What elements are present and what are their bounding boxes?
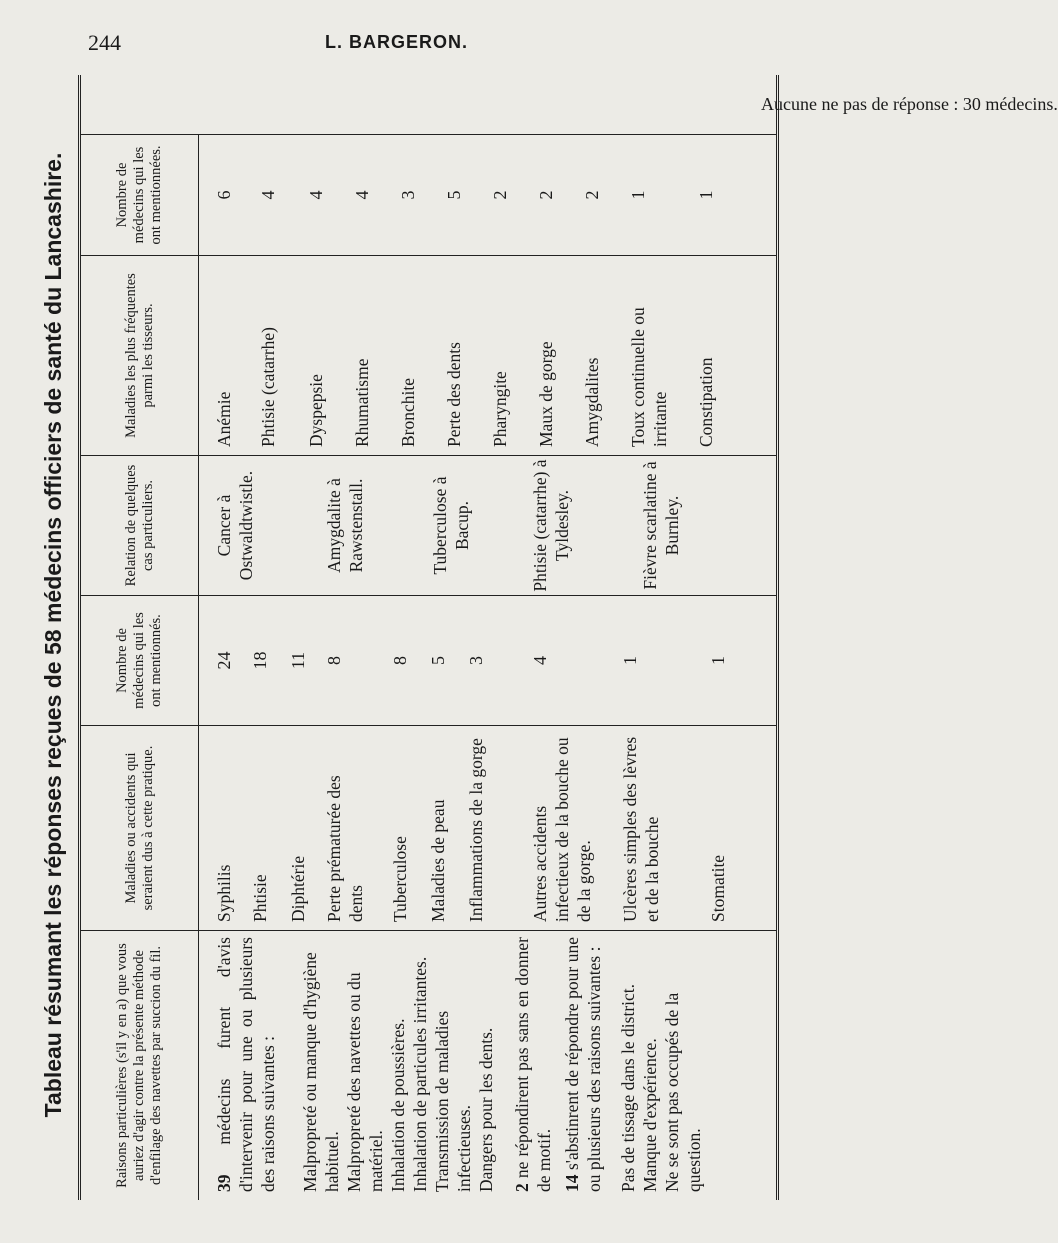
frequent-count: 1 <box>696 190 716 200</box>
illness-item: Phtisie <box>250 874 270 922</box>
reason-item: Inhalation de particules irritantes. <box>410 956 430 1192</box>
reason-item: Pas de tissage dans le district. <box>618 983 638 1192</box>
reason-group-3-text: s'abstinrent de répondre pour une ou plusieurs des raisons suivantes : <box>562 937 604 1192</box>
column-frequent-count <box>81 75 1058 255</box>
illness-count: 18 <box>250 651 270 670</box>
frequent-count: 3 <box>398 190 418 200</box>
illness-item: Autres accidents infectieux de la bouche ou de la gorge. <box>530 737 594 922</box>
column-header-illnesses: Maladies ou accidents qui seraient dus à cette pratique. <box>81 726 199 930</box>
frequent-count: 6 <box>214 190 234 200</box>
column-header-reasons: Raisons particulières (s'il y en a) que vous auriez d'agir contre la présente méthode d'enfilage des navettes par succion du fil. <box>81 931 199 1200</box>
relation-item: Phtisie (catarrhe) à Tyldesley. <box>530 459 572 592</box>
column-header-count: Nombre de médecins qui les ont mentionnés. <box>81 596 199 725</box>
illness-count: 4 <box>530 656 550 665</box>
illness-count: 1 <box>620 656 640 665</box>
frequent-item: Toux continuelle ou irritante <box>628 307 670 447</box>
relation-item: Cancer à Ostwaldtwistle. <box>214 470 256 581</box>
illness-count: 8 <box>390 656 410 665</box>
illness-count: 5 <box>428 656 448 665</box>
frequent-item: Dyspepsie <box>306 374 326 447</box>
illness-item: Syphilis <box>214 864 234 922</box>
frequent-item: Rhumatisme <box>352 358 372 447</box>
page-number: 244 <box>88 30 121 55</box>
frequent-body <box>199 256 776 455</box>
running-head: L. BARGERON. <box>325 32 469 52</box>
illness-item: Maladies de peau <box>428 799 448 922</box>
illness-item: Tuberculose <box>390 836 410 922</box>
rotated-table-stage <box>40 70 1058 1200</box>
footnote-text: Aucune ne pas de réponse : 30 médecins. <box>761 94 1058 114</box>
frequent-count: 2 <box>582 190 602 200</box>
reason-item: Malpropreté des navettes ou du matériel. <box>344 972 386 1192</box>
page-header <box>0 26 800 62</box>
reason-group-3-count: 14 <box>562 1174 582 1192</box>
frequent-count: 5 <box>444 190 464 200</box>
frequent-item: Perte des dents <box>444 342 464 447</box>
frequent-item: Bronchite <box>398 377 418 447</box>
results-table <box>78 75 1058 1200</box>
illness-count: 24 <box>214 651 234 670</box>
reason-item: Dangers pour les dents. <box>476 1027 496 1192</box>
relation-item: Amygdalite à Rawstenstall. <box>324 478 366 573</box>
reason-group-2 <box>511 937 555 1192</box>
frequent-item: Maux de gorge <box>536 341 556 447</box>
reason-group-1 <box>213 937 279 1192</box>
reason-group-3 <box>561 937 605 1192</box>
reason-group-1-count: 39 <box>214 1174 234 1192</box>
column-header-frequent: Maladies les plus fréquentes parmi les tisseurs. <box>81 256 199 455</box>
reason-item: Malpropreté ou manque d'hygiène habituel. <box>300 952 342 1192</box>
frequent-count: 4 <box>258 190 278 200</box>
illness-item: Diphtérie <box>288 855 308 922</box>
reason-group-1-text: médecins furent d'avis d'intervenir pour une ou plusieurs des raisons suivantes : <box>214 937 278 1192</box>
column-reasons <box>81 930 776 1200</box>
frequent-count-body <box>199 135 776 255</box>
table-caption: Tableau résumant les réponses reçues de 58 médecins officiers de santé du Lancashire. <box>40 152 66 1118</box>
column-header-relation: Relation de quelques cas particuliers. <box>81 456 199 595</box>
reason-group-2-text: ne répondirent pas sans en donner de motif. <box>512 936 554 1192</box>
frequent-count: 4 <box>306 190 326 200</box>
count-body <box>199 596 776 725</box>
column-frequent <box>81 255 776 455</box>
reasons-body <box>199 931 776 1200</box>
frequent-item: Anémie <box>214 391 234 447</box>
relation-item: Fièvre scarlatine à Burnley. <box>640 461 682 590</box>
column-illnesses <box>81 725 776 930</box>
illness-count: 3 <box>466 656 486 665</box>
illness-item: Inflammations de la gorge <box>466 738 486 922</box>
reason-item: Transmission de maladies infectieuses. <box>432 1010 474 1192</box>
illness-item: Perte prématurée des dents <box>324 775 366 922</box>
frequent-count: 4 <box>352 190 372 200</box>
reason-item: Manque d'expérience. <box>640 1038 660 1192</box>
illness-count: 8 <box>324 656 344 665</box>
frequent-count: 1 <box>628 190 648 200</box>
illnesses-body <box>199 726 776 930</box>
column-header-frequent-count: Nombre de médecins qui les ont mentionnées. <box>81 135 199 255</box>
relation-body <box>199 456 776 595</box>
relation-item: Tuberculose à Bacup. <box>430 476 472 575</box>
frequent-count: 2 <box>490 190 510 200</box>
reason-item: Ne se sont pas occupés de la question. <box>662 992 704 1192</box>
illness-count: 11 <box>288 651 308 670</box>
column-relation <box>81 455 776 595</box>
frequent-count: 2 <box>536 190 556 200</box>
frequent-item: Amygdalites <box>582 357 602 447</box>
column-count <box>81 595 776 725</box>
illness-item: Stomatite <box>708 854 728 922</box>
reason-item: Inhalation de poussières. <box>388 1018 408 1192</box>
frequent-item: Phtisie (catarrhe) <box>258 326 278 447</box>
frequent-item: Constipation <box>696 357 716 447</box>
illness-item: Ulcères simples des lèvres et de la bouche <box>620 736 662 922</box>
frequent-item: Pharyngite <box>490 371 510 447</box>
reason-group-2-count: 2 <box>512 1183 532 1192</box>
illness-count: 1 <box>708 656 728 665</box>
footnote-cell <box>81 75 1058 135</box>
